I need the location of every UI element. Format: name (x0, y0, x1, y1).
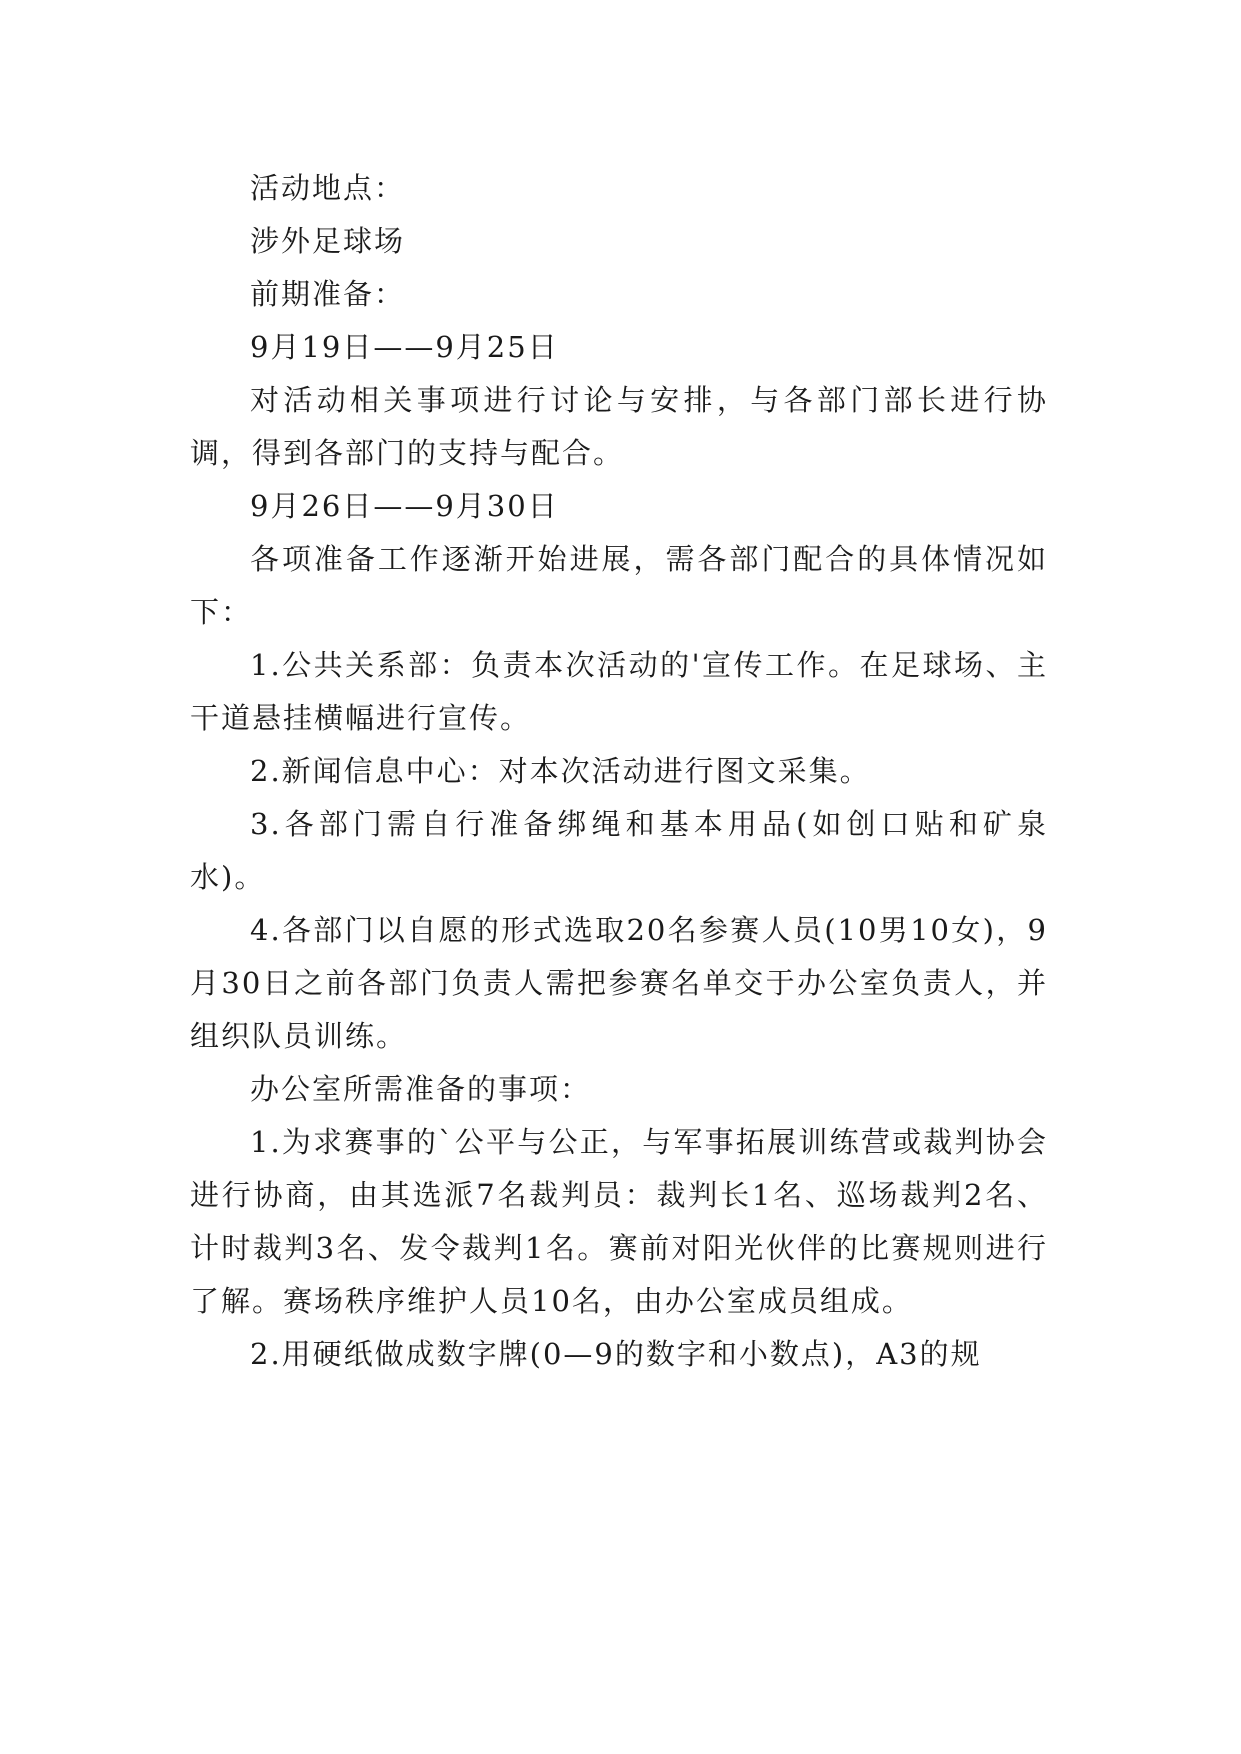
paragraph-date-range-1: 9月19日——9月25日 (250, 330, 559, 364)
paragraph-date-range-2: 9月26日——9月30日 (250, 489, 559, 523)
paragraph-office-label: 办公室所需准备的事项： (250, 1072, 592, 1106)
paragraph-progress: 各项准备工作逐渐开始进展，需各部门配合的具体情况如下： (190, 542, 1048, 629)
paragraph-item-news-center: 2.新闻信息中心：对本次活动进行图文采集。 (250, 754, 871, 788)
paragraph-item-referees: 1.为求赛事的`公平与公正，与军事拓展训练营或裁判协会进行协商，由其选派7名裁判员：裁判长1名、巡场裁判2名、计时裁判3名、发令裁判1名。赛前对阳光伙伴的比赛规则进行了解。赛场秩序维护人员10名，由办公室成员组成。 (190, 1125, 1048, 1318)
paragraph-discussion: 对活动相关事项进行讨论与安排，与各部门部长进行协调，得到各部门的支持与配合。 (190, 383, 1048, 470)
paragraph-item-supplies: 3.各部门需自行准备绑绳和基本用品(如创口贴和矿泉水)。 (190, 807, 1048, 894)
paragraph-location-label: 活动地点： (250, 171, 406, 205)
paragraph-item-number-cards: 2.用硬纸做成数字牌(0—9的数字和小数点)，A3的规 (250, 1337, 982, 1371)
document-body (190, 162, 1048, 1381)
paragraph-location-value: 涉外足球场 (250, 224, 406, 258)
paragraph-item-participants: 4.各部门以自愿的形式选取20名参赛人员(10男10女)，9月30日之前各部门负责人需把参赛名单交于办公室负责人，并组织队员训练。 (190, 913, 1048, 1053)
paragraph-preparation-label: 前期准备： (250, 277, 406, 311)
paragraph-item-public-relations: 1.公共关系部：负责本次活动的'宣传工作。在足球场、主干道悬挂横幅进行宣传。 (190, 648, 1048, 735)
